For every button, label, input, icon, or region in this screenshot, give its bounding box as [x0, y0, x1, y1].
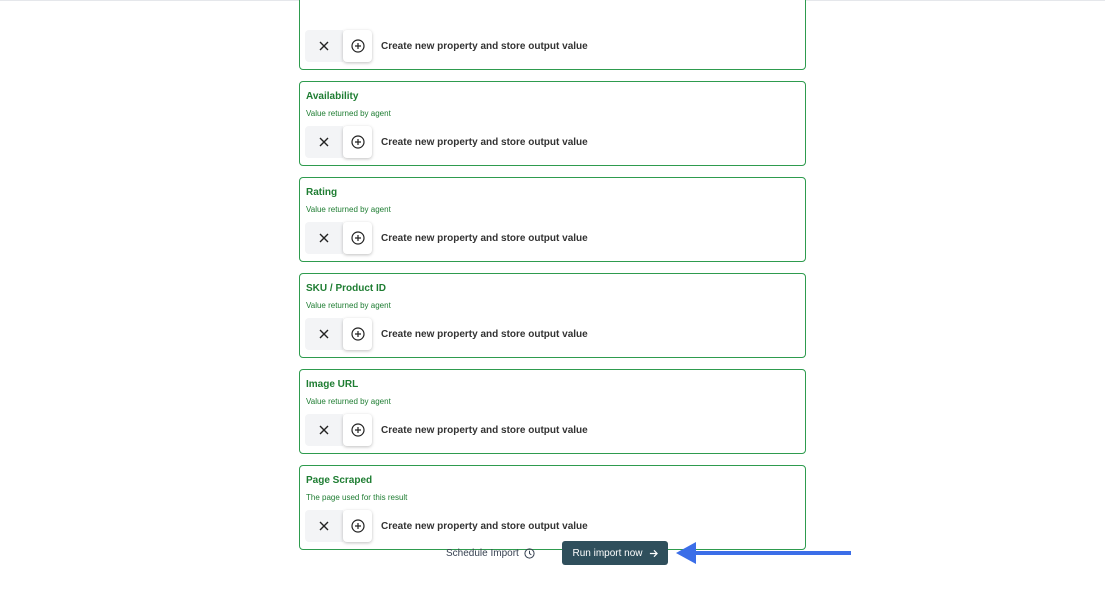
field-title: Page Scraped: [306, 475, 373, 486]
run-import-now-button[interactable]: [562, 541, 668, 565]
field-card-rating: [299, 177, 806, 262]
close-icon: [319, 233, 329, 243]
field-mapping-row: [305, 510, 588, 542]
create-property-label: Create new property and store output value: [381, 424, 588, 436]
clock-icon: [524, 548, 535, 559]
remove-mapping-button[interactable]: [305, 414, 343, 446]
create-property-label: Create new property and store output value: [381, 328, 588, 340]
annotation-arrow-icon: [676, 541, 852, 565]
remove-mapping-button[interactable]: [305, 126, 343, 158]
arrow-right-icon: [649, 549, 658, 558]
field-mapping-row: [305, 414, 588, 446]
close-icon: [319, 425, 329, 435]
remove-mapping-button[interactable]: [305, 222, 343, 254]
schedule-import-button[interactable]: [446, 541, 535, 565]
import-footer: [0, 541, 1105, 565]
create-property-label: Create new property and store output value: [381, 136, 588, 148]
create-property-button[interactable]: [343, 222, 372, 254]
run-import-now-label: Run import now: [572, 547, 643, 559]
plus-circle-icon: [351, 135, 365, 149]
field-title: Availability: [306, 91, 359, 102]
close-icon: [319, 41, 329, 51]
remove-mapping-button[interactable]: [305, 510, 343, 542]
field-mapping-list: [299, 0, 806, 561]
plus-circle-icon: [351, 231, 365, 245]
field-title: Image URL: [306, 379, 359, 390]
field-subtitle: The page used for this result: [306, 493, 408, 502]
field-title: Rating: [306, 187, 338, 198]
field-subtitle: Value returned by agent: [306, 301, 391, 310]
field-mapping-row: [305, 222, 588, 254]
create-property-label: Create new property and store output value: [381, 520, 588, 532]
plus-circle-icon: [351, 519, 365, 533]
create-property-button[interactable]: [343, 318, 372, 350]
field-subtitle: Value returned by agent: [306, 109, 391, 118]
field-title: SKU / Product ID: [306, 283, 387, 294]
field-card-image-url: [299, 369, 806, 454]
create-property-button[interactable]: [343, 414, 372, 446]
schedule-import-label: Schedule Import: [446, 547, 519, 559]
plus-circle-icon: [351, 423, 365, 437]
remove-mapping-button[interactable]: [305, 318, 343, 350]
remove-mapping-button[interactable]: [305, 30, 343, 62]
plus-circle-icon: [351, 39, 365, 53]
field-card: [299, 0, 806, 70]
field-mapping-row: [305, 126, 588, 158]
field-card-page-scraped: [299, 465, 806, 550]
field-mapping-row: [305, 318, 588, 350]
create-property-label: Create new property and store output value: [381, 232, 588, 244]
create-property-button[interactable]: [343, 510, 372, 542]
field-subtitle: Value returned by agent: [306, 205, 391, 214]
close-icon: [319, 521, 329, 531]
create-property-button[interactable]: [343, 126, 372, 158]
plus-circle-icon: [351, 327, 365, 341]
close-icon: [319, 137, 329, 147]
create-property-button[interactable]: [343, 30, 372, 62]
field-mapping-row: [305, 30, 588, 62]
field-subtitle: Value returned by agent: [306, 397, 391, 406]
field-card-availability: [299, 81, 806, 166]
close-icon: [319, 329, 329, 339]
create-property-label: Create new property and store output value: [381, 40, 588, 52]
field-card-sku: [299, 273, 806, 358]
